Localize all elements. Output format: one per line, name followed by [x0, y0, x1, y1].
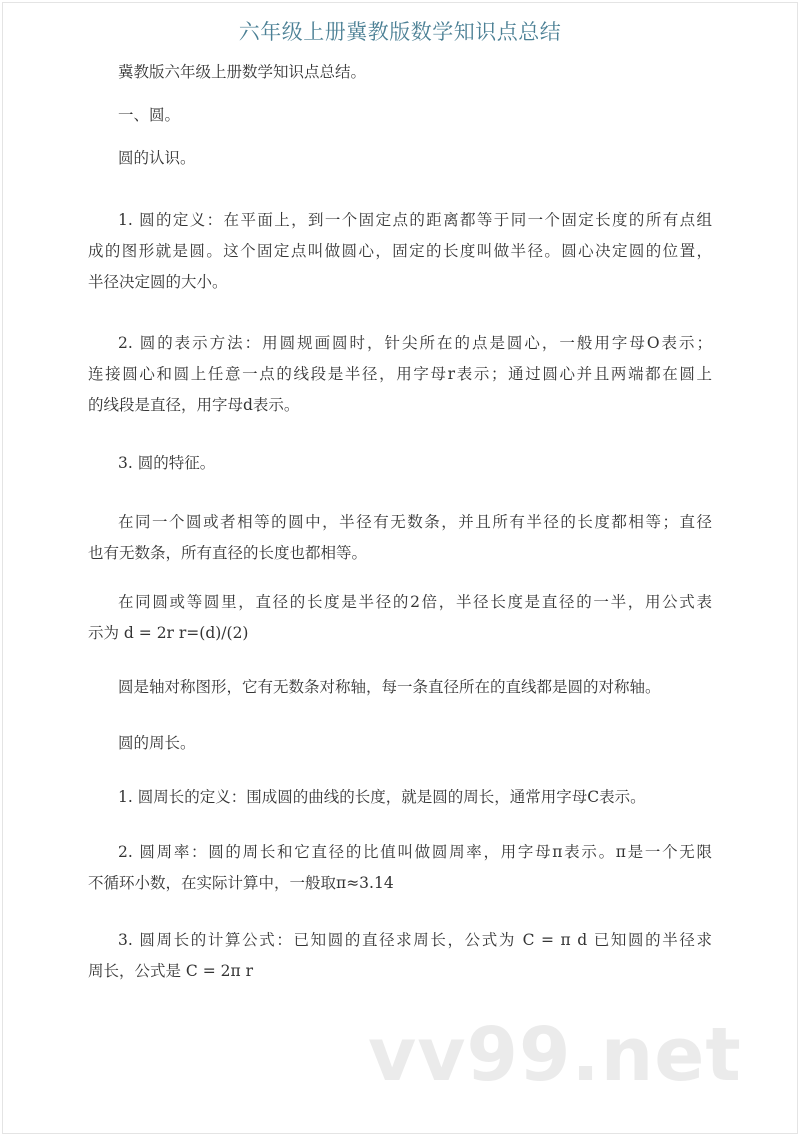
text-line: 不循环小数，在实际计算中，一般取π≈3.14 [88, 874, 394, 892]
paragraph [88, 100, 712, 131]
text-line: 一、圆。 [118, 106, 181, 124]
text-line: 圆的认识。 [118, 149, 196, 167]
text-line: 半径决定圆的大小。 [88, 273, 228, 291]
text-line: 圆的周长。 [118, 734, 196, 752]
text-line: 3. 圆的特征。 [118, 454, 216, 472]
paragraph [88, 507, 712, 569]
text-line: 在同圆或等圆里，直径的长度是半径的2倍，半径长度是直径的一半，用公式表 [118, 593, 712, 611]
watermark: vv99.net [368, 1012, 742, 1098]
paragraph [88, 782, 712, 813]
text-line: 示为 d = 2r r=(d)/(2) [88, 624, 249, 642]
text-line: 2. 圆的表示方法：用圆规画圆时，针尖所在的点是圆心，一般用字母O表示； [118, 334, 712, 352]
paragraph [88, 728, 712, 759]
text-line: 成的图形就是圆。这个固定点叫做圆心，固定的长度叫做半径。圆心决定圆的位置， [88, 242, 712, 260]
text-line: 1. 圆的定义：在平面上，到一个固定点的距离都等于同一个固定长度的所有点组 [118, 211, 712, 229]
paragraph [88, 925, 712, 987]
paragraph [88, 587, 712, 649]
paragraph [88, 837, 712, 899]
text-line: 周长，公式是 C = 2π r [88, 962, 254, 980]
page-title: 六年级上册冀教版数学知识点总结 [238, 20, 562, 44]
text-line: 2. 圆周率：圆的周长和它直径的比值叫做圆周率，用字母π表示。π是一个无限 [118, 843, 712, 861]
text-line: 的线段是直径，用字母d表示。 [88, 396, 300, 414]
text-line: 3. 圆周长的计算公式：已知圆的直径求周长，公式为 C = π d 已知圆的半径求 [118, 931, 712, 949]
text-line: 在同一个圆或者相等的圆中，半径有无数条，并且所有半径的长度都相等；直径 [118, 513, 712, 531]
text-line: 连接圆心和圆上任意一点的线段是半径，用字母r表示；通过圆心并且两端都在圆上 [88, 365, 712, 383]
text-line: 圆是轴对称图形，它有无数条对称轴，每一条直径所在的直线都是圆的对称轴。 [118, 678, 661, 696]
paragraph [88, 205, 712, 298]
text-line: 冀教版六年级上册数学知识点总结。 [118, 63, 367, 81]
paragraph [88, 328, 712, 421]
paragraph [88, 448, 712, 479]
text-line: 1. 圆周长的定义：围成圆的曲线的长度，就是圆的周长，通常用字母C表示。 [118, 788, 646, 806]
text-line: 也有无数条，所有直径的长度也都相等。 [88, 544, 368, 562]
paragraph [88, 57, 712, 88]
paragraph [88, 672, 712, 703]
paragraph [88, 143, 712, 174]
